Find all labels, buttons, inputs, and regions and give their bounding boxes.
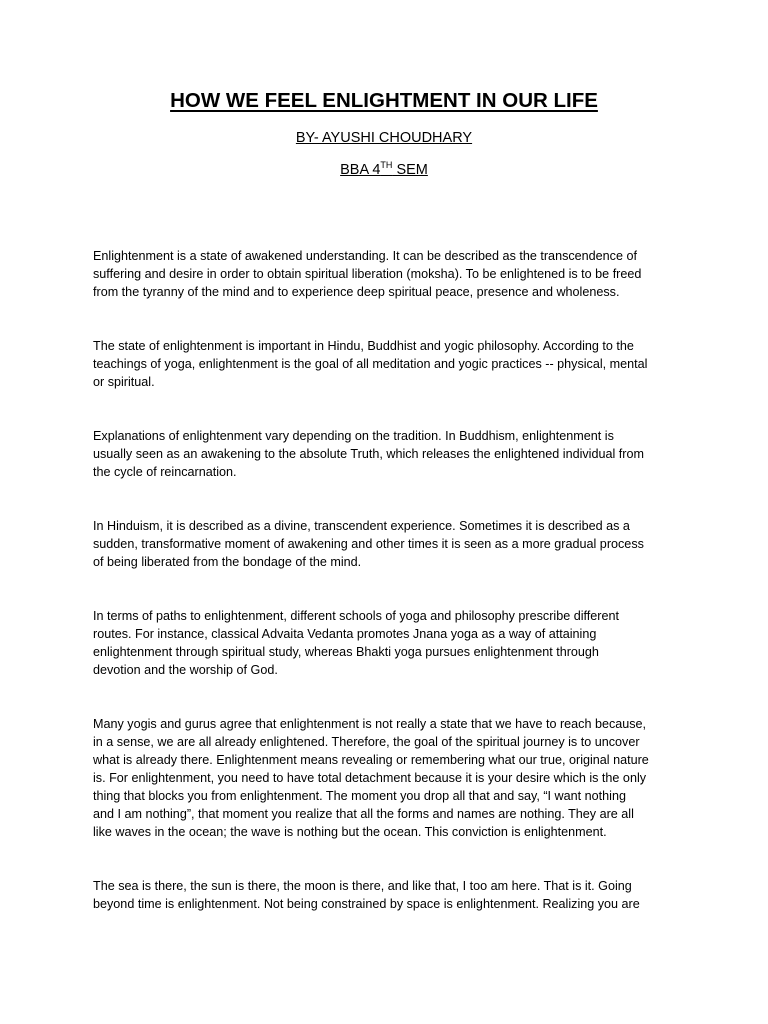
paragraph-line: sudden, transformative moment of awakening and other times it is seen as a more gradual process — [93, 537, 644, 551]
paragraph-3 — [93, 427, 683, 481]
paragraph-line: in a sense, we are all already enlightened. Therefore, the goal of the spiritual journey is to uncover — [93, 735, 640, 749]
paragraph-line: like waves in the ocean; the wave is nothing but the ocean. This conviction is enlightenment. — [93, 825, 607, 839]
paragraph-line: The sea is there, the sun is there, the moon is there, and like that, I too am here. That is it. Going — [93, 879, 632, 893]
paragraph-6 — [93, 715, 683, 841]
paragraph-line: the cycle of reincarnation. — [93, 465, 237, 479]
paragraph-line: or spiritual. — [93, 375, 155, 389]
paragraph-4 — [93, 517, 683, 571]
course-line — [0, 162, 768, 178]
paragraph-line: devotion and the worship of God. — [93, 663, 278, 677]
course-suffix: SEM — [392, 162, 428, 178]
paragraph-line: beyond time is enlightenment. Not being constrained by space is enlightenment. Realizing you are — [93, 897, 640, 911]
paragraph-line: Enlightenment is a state of awakened understanding. It can be described as the transcendence of — [93, 249, 637, 263]
author-byline: BY- AYUSHI CHOUDHARY — [295, 130, 473, 146]
document-title: HOW WE FEEL ENLIGHTMENT IN OUR LIFE — [170, 89, 598, 112]
paragraph-line: from the tyranny of the mind and to experience deep spiritual peace, presence and wholeness. — [93, 285, 620, 299]
course-superscript: TH — [380, 160, 393, 170]
paragraph-line: suffering and desire in order to obtain spiritual liberation (moksha). To be enlightened is to be freed — [93, 267, 642, 281]
paragraph-1 — [93, 247, 683, 301]
paragraph-line: Many yogis and gurus agree that enlightenment is not really a state that we have to reach because, — [93, 717, 647, 731]
paragraph-line: usually seen as an awakening to the absolute Truth, which releases the enlightened individual from — [93, 447, 644, 461]
paragraph-line: The state of enlightenment is important in Hindu, Buddhist and yogic philosophy. According to the — [93, 339, 634, 353]
paragraph-7 — [93, 877, 683, 913]
paragraph-line: is. For enlightenment, you need to have total detachment because it is your desire which is the only — [93, 771, 647, 785]
paragraph-line: teachings of yoga, enlightenment is the goal of all meditation and yogic practices -- physical, mental — [93, 357, 648, 371]
paragraph-line: routes. For instance, classical Advaita Vedanta promotes Jnana yoga as a way of attaining — [93, 627, 597, 641]
paragraph-line: In Hinduism, it is described as a divine, transcendent experience. Sometimes it is described as a — [93, 519, 630, 533]
paragraph-5 — [93, 607, 683, 679]
course-prefix: BBA 4 — [340, 162, 381, 178]
paragraph-line: and I am nothing”, that moment you realize that all the forms and names are nothing. They are all — [93, 807, 634, 821]
body-text — [93, 247, 683, 949]
paragraph-line: what is already there. Enlightenment means revealing or remembering what our true, original nature — [93, 753, 649, 767]
paragraph-line: thing that blocks you from enlightenment. The moment you drop all that and say, “I want nothing — [93, 789, 626, 803]
paragraph-line: Explanations of enlightenment vary depending on the tradition. In Buddhism, enlightenment is — [93, 429, 614, 443]
paragraph-line: enlightenment through spiritual study, whereas Bhakti yoga pursues enlightenment through — [93, 645, 599, 659]
paragraph-line: of being liberated from the bondage of the mind. — [93, 555, 362, 569]
paragraph-line: In terms of paths to enlightenment, different schools of yoga and philosophy prescribe different — [93, 609, 619, 623]
paragraph-2 — [93, 337, 683, 391]
